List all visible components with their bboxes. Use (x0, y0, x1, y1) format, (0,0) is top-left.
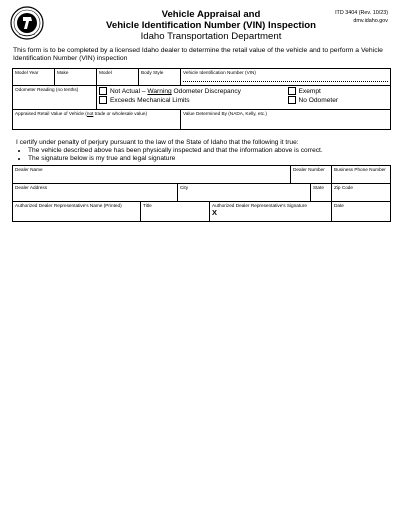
dealer-address-label: Dealer Address (15, 185, 48, 190)
model-field[interactable] (97, 69, 139, 86)
signature-label: Authorized Dealer Representative's Signature (212, 203, 307, 208)
form-title (96, 9, 326, 42)
not-actual-option[interactable] (99, 87, 241, 96)
odometer-label: Odometer Reading (no tenths) (15, 87, 79, 92)
value-determined-field[interactable] (181, 110, 391, 130)
dealer-name-label: Dealer Name (15, 167, 43, 172)
certification-list (16, 147, 386, 163)
certification (16, 139, 386, 163)
no-odometer-checkbox[interactable] (288, 96, 296, 104)
warning-text: Warning (147, 87, 172, 95)
itd-logo (10, 6, 44, 40)
odometer-options-left (97, 86, 286, 110)
date-label: Date (334, 203, 344, 208)
retail-value-prefix: Appraised Retail Value of Vehicle ( (15, 111, 87, 116)
title-field[interactable] (141, 202, 210, 222)
agency-name: Idaho Transportation Department (140, 31, 282, 42)
vin-label: Vehicle Identification Number (VIN) (183, 70, 256, 75)
intro-text: This form is to be completed by a licensed Idaho dealer to determine the retail value of the vehicle and to perform a Vehicle Identification Number (VIN) inspection (13, 47, 383, 63)
dealer-address-field[interactable] (13, 184, 178, 202)
not-actual-checkbox[interactable] (99, 87, 107, 95)
state-label: State (313, 185, 324, 190)
business-phone-label: Business Phone Number (334, 167, 386, 172)
body-style-field[interactable] (139, 69, 181, 86)
exempt-label: Exempt (298, 87, 321, 95)
city-field[interactable] (178, 184, 311, 202)
signature-field[interactable] (210, 202, 332, 222)
zip-field[interactable] (332, 184, 391, 202)
title-line-1: Vehicle Appraisal and (161, 9, 261, 20)
dealer-number-field[interactable] (291, 166, 332, 184)
title-label: Title (143, 203, 152, 208)
website: dmv.idaho.gov (353, 18, 388, 24)
value-determined-label: Value Determined By (NADA, Kelly, etc.) (183, 111, 267, 116)
dealer-name-field[interactable] (13, 166, 291, 184)
not-actual-suffix: Odometer Discrepancy (171, 87, 241, 95)
model-label: Model (99, 70, 112, 75)
certification-bullet: • The vehicle described above has been physically inspected and that the information above is correct. (28, 147, 386, 155)
exceeds-label: Exceeds Mechanical Limits (110, 96, 190, 104)
odometer-field[interactable] (13, 86, 97, 110)
exempt-option[interactable] (288, 87, 321, 96)
business-phone-field[interactable] (332, 166, 391, 184)
odometer-options-right (286, 86, 391, 110)
rep-name-field[interactable] (13, 202, 141, 222)
rep-name-label: Authorized Dealer Representative's Name (Printed) (15, 203, 122, 208)
certification-lead: I certify under penalty of perjury pursuant to the law of the State of Idaho that the following it true: (16, 139, 299, 146)
certification-bullet: • The signature below is my true and legal signature (28, 155, 386, 163)
exempt-checkbox[interactable] (288, 87, 296, 95)
exceeds-option[interactable] (99, 96, 190, 105)
model-year-field[interactable] (13, 69, 55, 86)
retail-value-suffix: trade or wholesale value) (93, 111, 148, 116)
form-code: ITD 3404 (Rev. 10/23) (335, 10, 388, 16)
model-year-label: Model Year (15, 70, 39, 75)
zip-label: Zip Code (334, 185, 354, 190)
vehicle-table (12, 68, 391, 130)
date-field[interactable] (332, 202, 391, 222)
dealer-number-label: Dealer Number (293, 167, 325, 172)
exceeds-checkbox[interactable] (99, 96, 107, 104)
no-odometer-option[interactable] (288, 96, 339, 105)
city-label: City (180, 185, 189, 190)
vin-field[interactable] (181, 69, 391, 86)
signature-mark: X (212, 208, 218, 217)
not-actual-prefix: Not Actual – (110, 87, 148, 95)
make-field[interactable] (55, 69, 97, 86)
state-field[interactable] (311, 184, 332, 202)
retail-value-not: not (86, 111, 94, 116)
body-style-label: Body Style (141, 70, 164, 75)
retail-value-field[interactable] (13, 110, 181, 130)
no-odometer-label: No Odometer (298, 96, 339, 104)
make-label: Make (57, 70, 69, 75)
title-line-2: Vehicle Identification Number (VIN) Inspection (105, 20, 317, 31)
form-code-block (335, 9, 388, 25)
dealer-table (12, 165, 391, 222)
vin-dotted-line (183, 81, 388, 82)
